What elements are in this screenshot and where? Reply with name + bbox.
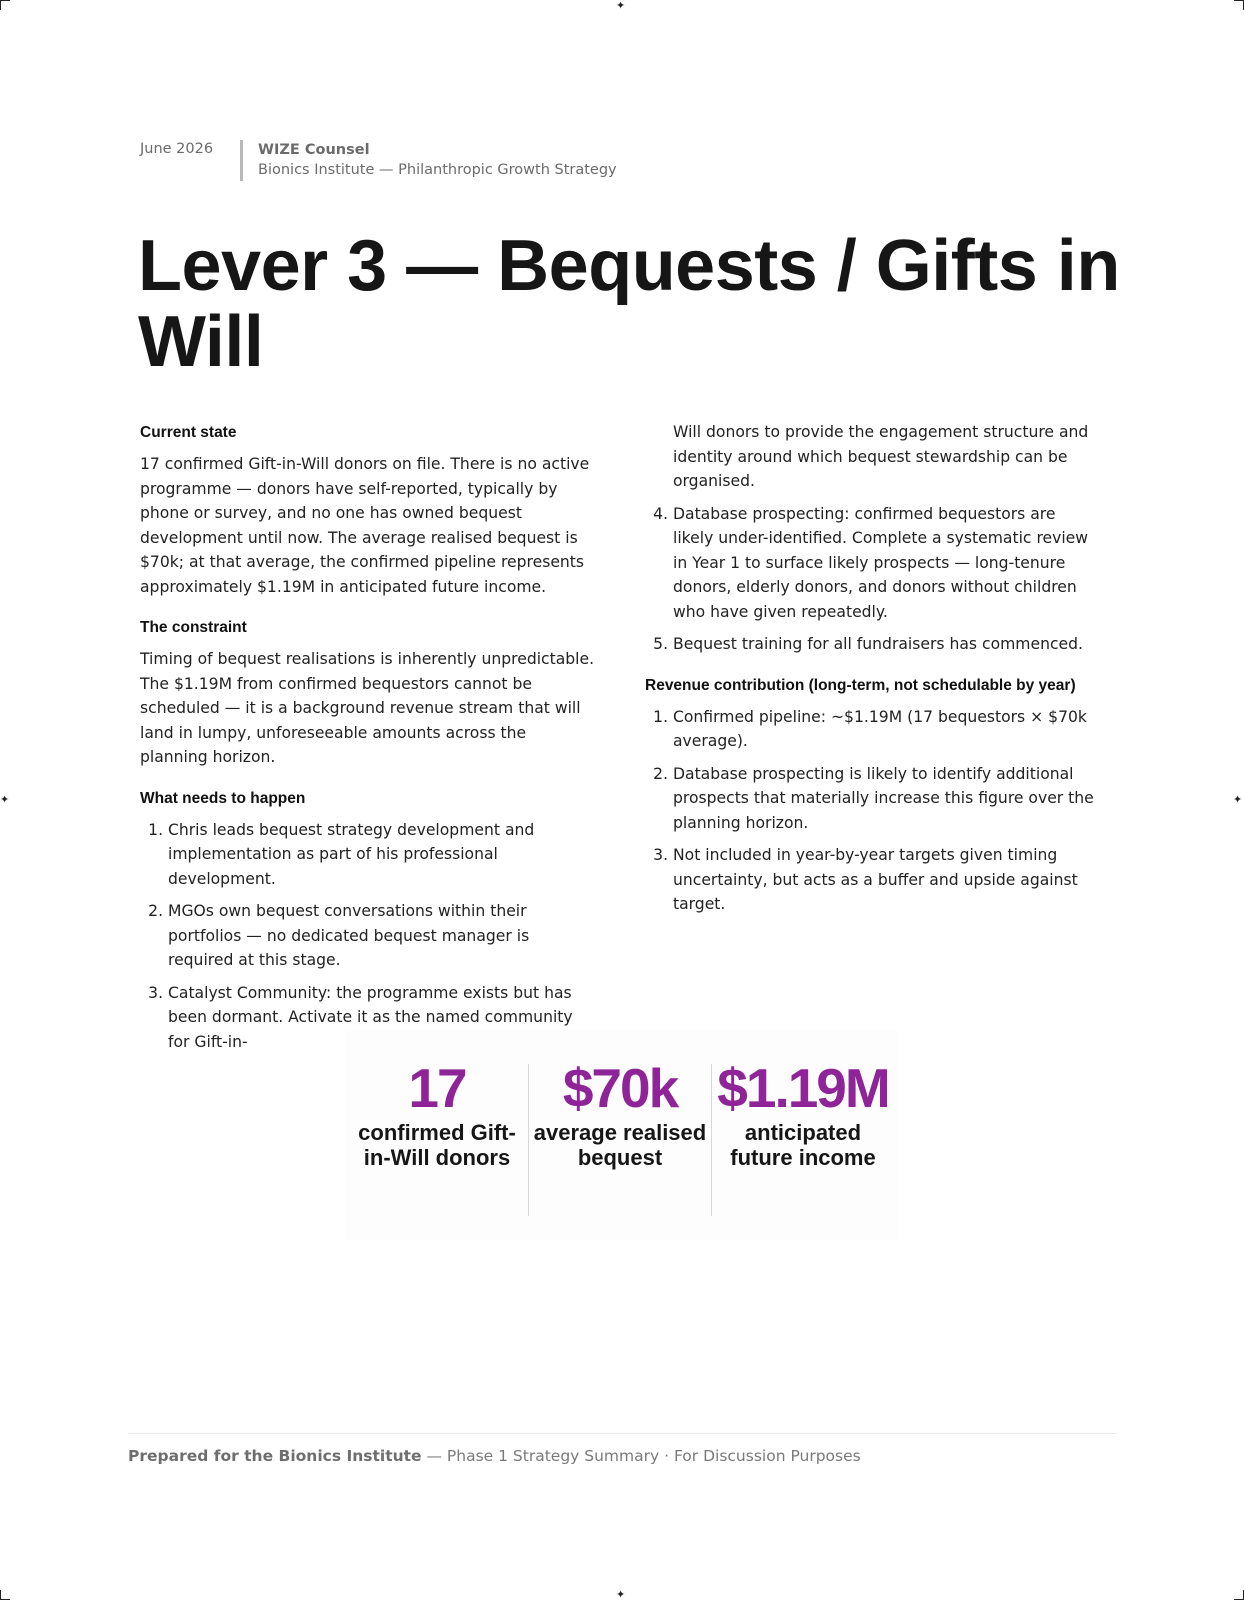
revenue-heading: Revenue contribution (long-term, not schedulable by year) <box>645 676 1076 694</box>
list-item: 3. Not included in year-by-year targets given timing uncertainty, but acts as a buffer and upside against target. <box>673 843 1095 917</box>
list-item: 2. MGOs own bequest conversations within their portfolios — no dedicated bequest manager is required at this stage. <box>168 899 595 973</box>
current-state-text: 17 confirmed Gift-in-Will donors on file. There is no active programme — donors have self-reported, typically by phone or survey, and no one has owned bequest development until now. The average realised bequest is $70k; at that average, the confirmed pipeline represents approximately $1.19M in anticipated future income. <box>140 455 590 596</box>
revenue-list <box>645 705 1095 917</box>
constraint-heading: The constraint <box>140 619 247 636</box>
stats-panel <box>346 1030 898 1240</box>
actions-list <box>140 818 595 1055</box>
constraint-text: Timing of bequest realisations is inherently unpredictable. The $1.19M from confirmed bequestors cannot be scheduled — it is a background revenue stream that will land in lumpy, unforeseeable amounts across the planning horizon. <box>140 650 595 766</box>
list-item: 3. Catalyst Community: the programme exists but has been dormant. Activate it as the named community for Gift-in- <box>168 981 595 1055</box>
stat-average-bequest <box>529 1030 711 1170</box>
crop-mark-top-left <box>0 0 10 1</box>
footer-divider <box>128 1433 1116 1434</box>
header-date: June 2026 <box>140 141 214 157</box>
page-footer <box>128 1447 861 1465</box>
header-meta <box>258 140 617 180</box>
list-item: 4. Database prospecting: confirmed bequestors are likely under-identified. Complete a systematic review in Year 1 to surface likely prospects — long-tenure donors, elderly donors, and donors without children who have given repeatedly. <box>673 502 1095 625</box>
list-item-continuation: Will donors to provide the engagement structure and identity around which bequest stewardship can be organised. <box>673 423 1089 490</box>
registration-mark-top-icon: ✦ <box>616 0 626 12</box>
stat-value: $1.19M <box>717 1057 889 1119</box>
stat-value: 17 <box>408 1057 466 1119</box>
stat-donors <box>346 1030 528 1170</box>
header-divider <box>240 140 243 181</box>
list-item: 2. Database prospecting is likely to identify additional prospects that materially increase this figure over the planning horizon. <box>673 762 1095 836</box>
header-org: WIZE Counsel <box>258 142 370 158</box>
stat-label: confirmed Gift-in-Will donors <box>358 1120 516 1170</box>
list-item: 1. Confirmed pipeline: ~$1.19M (17 bequestors × $70k average). <box>673 705 1095 754</box>
header-subtitle: Bionics Institute — Philanthropic Growth Strategy <box>258 162 617 178</box>
crop-mark-top-left <box>0 0 1 10</box>
page-header <box>140 140 617 181</box>
actions-heading: What needs to happen <box>140 789 306 807</box>
registration-mark-right-icon: ✦ <box>1233 793 1243 806</box>
footer-description: — Phase 1 Strategy Summary · For Discussion Purposes <box>426 1447 861 1465</box>
registration-mark-bottom-icon: ✦ <box>616 1588 626 1601</box>
registration-mark-left-icon: ✦ <box>0 793 10 806</box>
stat-label: anticipated future income <box>730 1120 876 1170</box>
list-item: 1. Chris leads bequest strategy development and implementation as part of his professional development. <box>168 818 595 892</box>
list-item: 5. Bequest training for all fundraisers has commenced. <box>673 632 1095 657</box>
stat-future-income <box>712 1030 894 1170</box>
footer-prepared-for: Prepared for the Bionics Institute <box>128 1447 422 1465</box>
crop-mark-top-right <box>1234 0 1244 1</box>
page-title: Lever 3 — Bequests / Gifts in Will <box>138 226 1120 382</box>
right-column <box>645 420 1095 935</box>
actions-list-continued <box>645 502 1095 657</box>
current-state-heading: Current state <box>140 424 237 441</box>
stat-label: average realised bequest <box>533 1120 707 1170</box>
left-column <box>140 422 595 1072</box>
stat-value: $70k <box>562 1057 678 1119</box>
